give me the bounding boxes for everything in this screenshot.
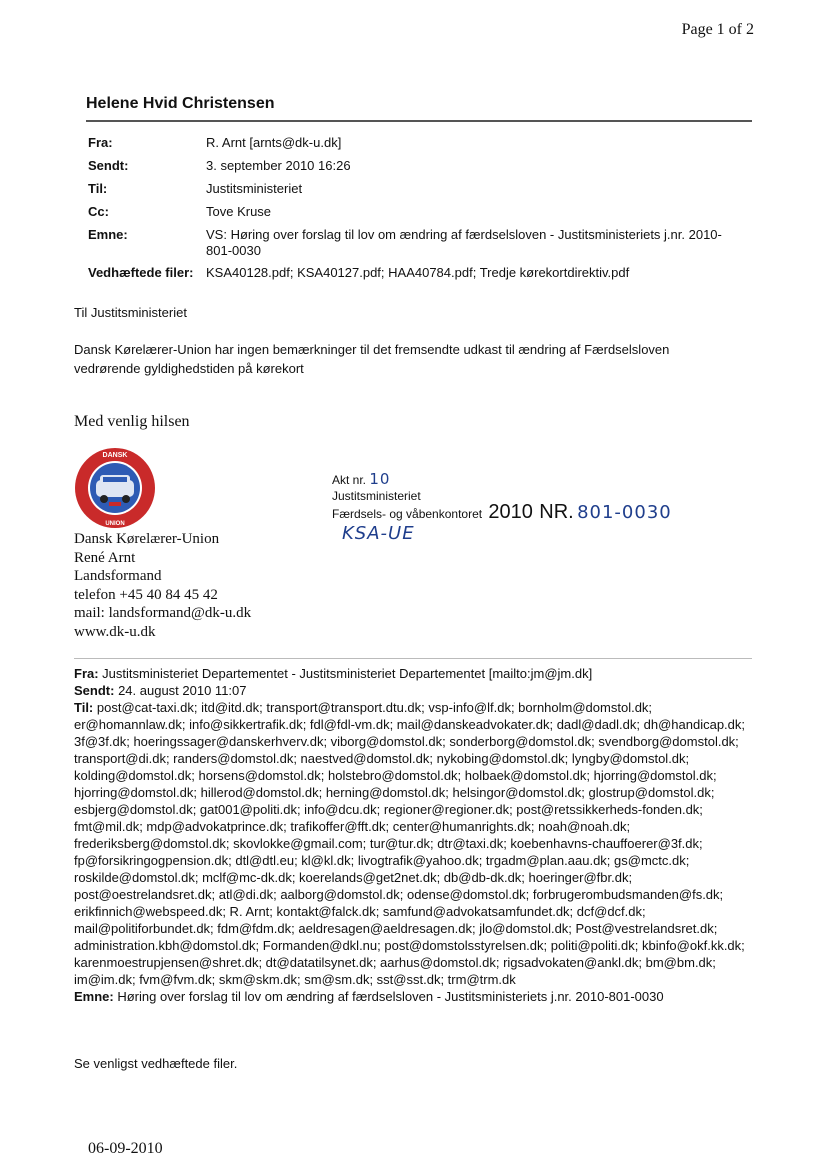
cc-value: Tove Kruse	[206, 204, 272, 219]
attachment-note: Se venligst vedhæftede filer.	[74, 1056, 238, 1071]
signature-block	[74, 530, 251, 641]
signature-org: Dansk Kørelærer-Union	[74, 531, 220, 547]
stamp-year: 2010	[488, 501, 533, 523]
closing: Med venlig hilsen	[74, 413, 190, 430]
body-paragraph: Dansk Kørelærer-Union har ingen bemærkninger til det fremsendte udkast til ændring af Færdselsloven vedrørende gyldighedstiden på kørekort	[74, 342, 670, 376]
svg-text:DANSK: DANSK	[102, 452, 128, 459]
fwd-to-value: post@cat-taxi.dk; itd@itd.dk; transport@transport.dtu.dk; vsp-info@lf.dk; bornholm@domstol.dk; er@homannlaw.dk; info@sikkertrafik.dk; fdl@fdl-vm.dk; mail@danskeadvokater.dk; dadl@dadl.dk; dh@handicap.dk; 3f@3f.dk; hoeringssager@danskerhverv.dk; viborg@domstol.dk; sonderborg@domstol.dk; svendborg@domstol.dk; transport@di.dk; randers@domstol.dk; naestved@domstol.dk; nykobing@domstol.dk; lyngby@domstol.dk; kolding@domstol.dk; horsens@domstol.dk; holstebro@domstol.dk; holbaek@domstol.dk; hjorring@domstol.dk; hjorring@domstol.dk; hillerod@domstol.dk; herning@domstol.dk; helsingor@domstol.dk; glostrup@domstol.dk; esbjerg@domstol.dk; gat001@politi.dk; info@dcu.dk; regioner@regioner.dk; post@retssikkerheds-fonden.dk; fmt@mil.dk; mdp@advokatprince.dk; trafikoffer@fft.dk; center@humanrights.dk; noah@noah.dk; frederiksberg@domstol.dk; skovlokke@gmail.com; tur@tur.dk; dtr@taxi.dk; koebenhavns-chauffoerer@3f.dk; fp@forsikringogpension.dk; dtl@dtl.eu; kl@kl.dk; livogtrafik@yahoo.dk; trgadm@plan.aau.dk; gs@mctc.dk; roskilde@domstol.dk; mclf@mc-dk.dk; koerelands@get2net.dk; db@db-dk.dk; hoeringer@fbr.dk; post@oestrelandsret.dk; atl@di.dk; aalborg@domstol.dk; odense@domstol.dk; forbrugerombudsmanden@fs.dk; erikfinnich@webspeed.dk; R. Arnt; kontakt@falck.dk; samfund@advokatsamfundet.dk; dcf@dcf.dk; mail@politiforbundet.dk; fdm@fdm.dk; aeldresagen@aeldresagen.dk; jlo@domstol.dk; Post@vestrelandsret.dk; administration.kbh@domstol.dk; Formanden@dkl.nu; post@domstolsstyrelsen.dk; politi@politi.dk; kbinfo@okf.kk.dk; karenmoestrupjensen@shret.dk; dt@datatilsynet.dk; aarhus@domstol.dk; rigsadvokaten@ankl.dk; bm@bm.dk; im@im.dk; fvm@fvm.dk; skm@skm.dk; sm@sm.dk; sst@sst.dk; trm@trm.dk	[74, 700, 745, 987]
signature-name: René Arnt	[74, 549, 136, 566]
stamp-akt-label: Akt nr.	[332, 473, 367, 487]
fwd-from-label: Fra:	[74, 666, 99, 681]
registry-stamp	[332, 471, 672, 522]
to-value: Justitsministeriet	[206, 181, 303, 196]
subject-value: VS: Høring over forslag til lov om ændring af færdselsloven - Justitsministeriets j.nr. 2010-801-0030	[206, 227, 722, 258]
stamp-nr-label: NR.	[539, 501, 574, 523]
stamp-office-line	[332, 501, 672, 523]
fwd-subject-line	[74, 988, 764, 1005]
sent-label: Sendt:	[88, 158, 129, 173]
stamp-nr-value: 801-0030	[577, 502, 672, 523]
stamp-akt-value: 10	[369, 470, 391, 488]
union-logo	[74, 447, 156, 529]
footer-date: 06-09-2010	[88, 1140, 163, 1157]
mailbox-owner-name: Helene Hvid Christensen	[86, 95, 275, 112]
subject-label: Emne:	[88, 227, 128, 242]
signature-title: Landsformand	[74, 568, 162, 584]
attachments-label: Vedhæftede filer:	[88, 265, 194, 280]
signature-phone: telefon +45 40 84 45 42	[74, 586, 218, 603]
fwd-sent-line	[74, 682, 764, 699]
fwd-sent-value: 24. august 2010 11:07	[114, 683, 247, 698]
cc-label: Cc:	[88, 204, 109, 219]
fwd-from-line	[74, 665, 764, 682]
handwritten-code: KSA-UE	[342, 523, 415, 544]
fwd-subject-label: Emne:	[74, 989, 114, 1004]
page-number: Page 1 of 2	[681, 21, 754, 38]
stamp-akt-line	[332, 471, 672, 488]
from-value: R. Arnt [arnts@dk-u.dk]	[206, 135, 342, 150]
attachments-value: KSA40128.pdf; KSA40127.pdf; HAA40784.pdf; Tredje kørekortdirektiv.pdf	[206, 265, 630, 280]
fwd-to-label: Til:	[74, 700, 94, 715]
forward-divider	[74, 658, 752, 659]
fwd-from-value: Justitsministeriet Departementet - Justitsministeriet Departementet [mailto:jm@jm.dk]	[98, 666, 593, 681]
from-label: Fra:	[88, 135, 113, 150]
fwd-to-line	[74, 699, 764, 988]
stamp-ministry: Justitsministeriet	[332, 489, 421, 503]
signature-mail: mail: landsformand@dk-u.dk	[74, 605, 252, 621]
svg-text:UNION: UNION	[105, 521, 125, 527]
fwd-subject-value: Høring over forslag til lov om ændring af færdselsloven - Justitsministeriets j.nr. 2010-801-0030	[113, 989, 664, 1004]
sent-value: 3. september 2010 16:26	[206, 158, 351, 173]
greeting: Til Justitsministeriet	[74, 305, 187, 320]
stamp-office: Færdsels- og våbenkontoret	[332, 507, 483, 521]
forwarded-header	[74, 665, 764, 1005]
fwd-sent-label: Sendt:	[74, 683, 115, 698]
signature-web: www.dk-u.dk	[74, 623, 156, 640]
to-label: Til:	[88, 181, 108, 196]
header-divider	[86, 120, 752, 122]
